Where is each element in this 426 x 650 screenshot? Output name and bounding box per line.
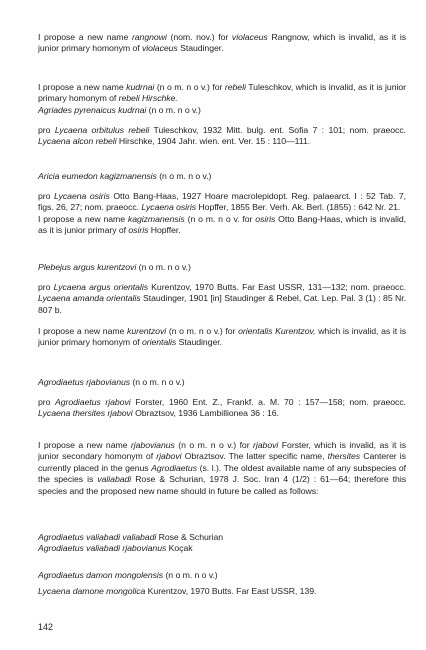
- text-run: (n o m. n o v.) for: [166, 326, 239, 336]
- italic-run: Lycaena damone mongolica: [38, 586, 146, 596]
- italic-run: Plebejus argus kurentzovi: [38, 262, 137, 272]
- page-number: 142: [38, 622, 54, 632]
- text-run: Rose & Schurian, 1978 J. Soc. Iran 4 (1/2) : 61—64; therefore this species and the proposed new name should in future be called as follows:: [38, 474, 406, 496]
- italic-run: violaceus: [141, 43, 178, 54]
- text-run: (n o m. n o v.): [130, 377, 185, 387]
- italic-run: osiris: [128, 225, 149, 236]
- italic-run: rjabovi: [156, 451, 182, 462]
- text-run: Forster, which is invalid, as it is junior secondary homonym of: [38, 440, 406, 462]
- italic-run: kagizmanensis: [127, 213, 185, 224]
- italic-run: orientalis Kurentzov,: [238, 326, 316, 336]
- italic-run: thersites: [327, 451, 361, 462]
- text-run: (n o m. n o v. for: [184, 213, 256, 224]
- italic-run: Lycaena thersites rjabovi: [38, 408, 133, 419]
- para-kudrnai: [38, 82, 406, 116]
- heading-kagizmanensis: [38, 171, 406, 182]
- text-run: Staudinger.: [177, 43, 224, 54]
- text-run: I propose a new name: [38, 440, 131, 450]
- text-run: Hopffer.: [148, 225, 181, 236]
- para-orientalis: [38, 282, 406, 316]
- italic-run: Agrodiaetus damon mongolensis: [38, 570, 164, 580]
- italic-run: kudrnai: [126, 82, 155, 92]
- italic-run: rjabovi: [253, 440, 279, 450]
- text-run: Forster, 1960 Ent. Z., Frankf. a. M. 70 : 157—158; nom. praeocc.: [130, 397, 406, 407]
- text-run: I propose a new name: [38, 32, 132, 42]
- para-rangnowi: [38, 32, 406, 55]
- heading-mongolensis: [38, 570, 406, 581]
- italic-run: violaceus: [231, 32, 268, 42]
- para-rjabovi: [38, 397, 406, 420]
- text-run: pro: [38, 397, 55, 407]
- italic-run: valiabadi: [97, 474, 132, 485]
- text-run: (n o m. n o v.) for: [174, 440, 254, 450]
- text-run: Staudinger.: [176, 337, 223, 348]
- heading-kurentzovi: [38, 262, 406, 273]
- line-valiabadi-valiabadi: [38, 532, 406, 543]
- text-run: (n o m. n o v.): [146, 104, 201, 115]
- italic-run: kurentzovi: [127, 326, 167, 336]
- text-run: (s. l.). The oldest available name of any subspecies of the species is: [38, 462, 406, 485]
- text-run: I propose a new name: [38, 213, 128, 224]
- text-run: Koçak: [166, 543, 193, 553]
- italic-run: Lycaena osiris: [53, 191, 110, 201]
- text-run: Obraztsov, 1936 Lambillionea 36 : 16.: [132, 408, 279, 419]
- para-kurentzovi: [38, 326, 406, 349]
- text-run: pro: [38, 125, 55, 135]
- italic-run: Agriades pyrenaicus kudrnai: [38, 104, 147, 115]
- italic-run: orientalis: [141, 337, 177, 348]
- italic-run: rangnowi: [131, 32, 167, 42]
- para-osiris: [38, 191, 406, 237]
- italic-run: Aricia eumedon kagizmanensis: [38, 171, 157, 181]
- italic-run: osiris: [255, 213, 276, 224]
- text-run: pro: [38, 191, 54, 201]
- text-run: (nom. nov.) for: [166, 32, 232, 42]
- para-orbitulus: [38, 125, 406, 148]
- text-run: Otto Bang-Haas, which is invalid, as it is junior primary of: [38, 213, 407, 236]
- italic-run: Agrodiaetus rjabovi: [54, 397, 131, 407]
- italic-run: Lycaena osiris: [141, 202, 197, 213]
- text-run: Hopffer, 1855 Ber. Verh. Ak. Berl. (1855) : 642 Nr. 21.: [196, 202, 401, 213]
- italic-run: rjabovianus: [130, 440, 175, 450]
- italic-run: Lycaena amanda orientalis: [38, 293, 141, 304]
- text-run: I propose a new name: [38, 82, 127, 92]
- text-run: Otto Bang-Haas, 1927 Hoare macrolepidopt. Reg. palaearct. I : 52 Tab. 7, figs. 26, 27; nom. praeocc.: [38, 191, 406, 213]
- text-run: Canterer is currently placed in the genus: [38, 451, 406, 473]
- italic-run: Agrodiaetus valiabadi valiabadi: [38, 532, 157, 542]
- italic-run: Lycaena argus orientalis: [53, 282, 148, 292]
- italic-run: Lycaena orbitulus rebeli: [54, 125, 150, 135]
- text-run: (n o m. n o v.): [156, 171, 212, 181]
- italic-run: rebeli: [224, 82, 246, 92]
- italic-run: Agrodiaetus valiabadi rjabovianus: [38, 543, 167, 553]
- text-run: I propose a new name: [38, 326, 128, 336]
- text-run: (n o m. n o v.): [163, 570, 218, 580]
- line-valiabadi-rjabovianus: [38, 543, 406, 554]
- italic-run: rebeli Hirschke.: [118, 93, 178, 104]
- text-run: pro: [38, 282, 54, 292]
- text-run: Rose & Schurian: [156, 532, 224, 542]
- text-run: (n o m. n o v.): [136, 262, 191, 272]
- para-valiabadi: [38, 440, 406, 497]
- text-run: Hirschke, 1904 Jahr. wien. ent. Ver. 15 : 110—111.: [116, 136, 311, 147]
- text-run: (n o m. n o v.) for: [154, 82, 225, 92]
- text-run: Staudinger, 1901 [in] Staudinger & Rebel, Cat. Lep. Pal. 3 (1) : 85 Nr. 807 b.: [38, 293, 406, 315]
- text-run: Kurentzov, 1970 Butts. Far East USSR, 139.: [145, 586, 317, 596]
- text-run: Tuleschkov, which is invalid, as it is junior primary homonym of: [38, 82, 406, 104]
- italic-run: Agrodiaetus: [151, 462, 197, 473]
- text-run: Obraztsov. The latter specific name,: [181, 451, 328, 462]
- text-run: Tuleschkov, 1932 Mitt. bulg. ent. Sofia 7 : 101; nom. praeocc.: [149, 125, 406, 135]
- text-run: Kurentzov, 1970 Butts. Far East USSR, 131—132; nom. praeocc.: [148, 282, 406, 292]
- italic-run: Agrodiaetus rjabovianus: [38, 377, 131, 387]
- italic-run: Lycaena alcon rebeli: [38, 136, 117, 147]
- para-mongolica: [38, 586, 406, 597]
- text-run: Rangnow, which is invalid, as it is junior primary homonym of: [38, 32, 406, 54]
- heading-rjabovianus: [38, 377, 406, 388]
- text-run: which is invalid, as it is junior primary homonym of: [38, 326, 406, 348]
